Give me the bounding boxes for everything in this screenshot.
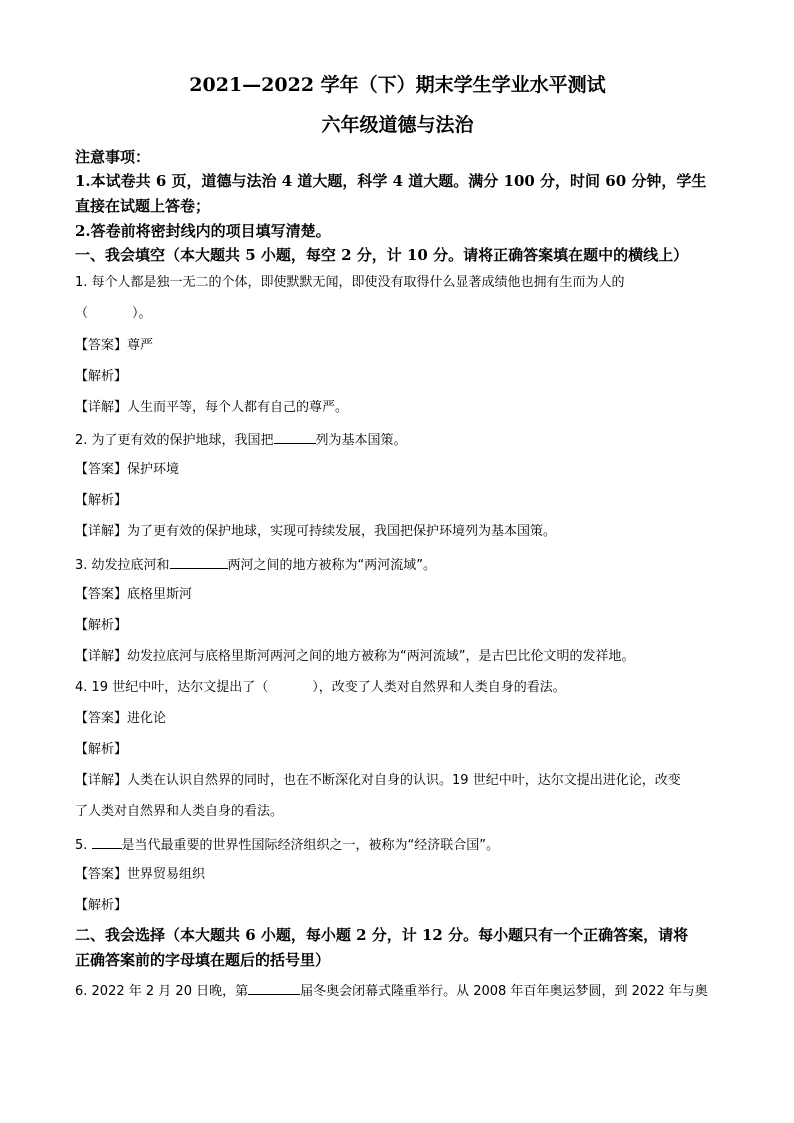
answer-blank[interactable] [92, 834, 122, 849]
question-1-close-paren: ）。 [132, 306, 152, 321]
answer-label: 【答案】 [75, 711, 128, 726]
detail-label: 【详解】 [75, 524, 128, 539]
question-3-analysis: 【解析】 [75, 618, 128, 633]
answer-blank[interactable] [274, 429, 316, 444]
notes-item-1-line-2: 直接在试题上答卷； [75, 197, 211, 215]
question-1-line-1: 1. 每个人都是独一无二的个体，即使默默无闻，即使没有取得什么显著成绩他也拥有生而为人的 [75, 275, 625, 290]
answer-text: 进化论 [127, 711, 167, 726]
answer-label: 【答案】 [75, 587, 128, 602]
question-6 [75, 980, 720, 1002]
question-5 [75, 834, 720, 856]
question-5-answer [75, 865, 720, 885]
detail-text: 人生而平等，每个人都有自己的尊严。 [127, 400, 349, 415]
detail-label: 【详解】 [75, 649, 128, 664]
question-3-detail [75, 647, 720, 667]
question-5-text-after: 是当代最重要的世界性国际经济组织之一，被称为“经济联合国”。 [121, 838, 500, 853]
detail-label: 【详解】 [75, 400, 128, 415]
section-1-heading: 一、我会填空（本大题共 5 小题，每空 2 分，计 10 分。请将正确答案填在题中的横线上） [75, 246, 689, 264]
section-2-heading-line-2: 正确答案前的字母填在题后的括号里） [75, 951, 331, 969]
document-title: 2021—2022 学年（下）期末学生学业水平测试 [189, 74, 606, 96]
detail-text: 人类在认识自然界的同时，也在不断深化对自身的认识。19 世纪中叶，达尔文提出进化论，改变 [127, 773, 681, 788]
question-6-text-before: 6. 2022 年 2 月 20 日晚，第 [75, 984, 249, 999]
question-1-analysis: 【解析】 [75, 369, 128, 384]
notes-item-2: 2.答卷前将密封线内的项目填写清楚。 [75, 222, 331, 240]
notes-item-1-line-1: 1.本试卷共 6 页，道德与法治 4 道大题，科学 4 道大题。满分 100 分，时间 60 分钟，学生 [75, 172, 707, 190]
question-4-detail-line-2: 了人类对自然界和人类自身的看法。 [75, 804, 284, 819]
question-6-text-after: 届冬奥会闭幕式隆重举行。从 2008 年百年奥运梦圆，到 2022 年与奥 [300, 984, 708, 999]
question-2-analysis: 【解析】 [75, 493, 128, 508]
question-4-analysis: 【解析】 [75, 742, 128, 757]
detail-text: 幼发拉底河与底格里斯河两河之间的地方被称为“两河流域”，是古巴比伦文明的发祥地。 [127, 649, 635, 664]
answer-blank[interactable] [248, 980, 300, 995]
question-3-answer [75, 585, 720, 605]
question-1-open-paren: （ [75, 306, 89, 321]
question-2-text-after: 列为基本国策。 [315, 433, 407, 448]
question-2-answer [75, 460, 720, 480]
answer-text: 保护环境 [127, 462, 180, 477]
question-4-text-after: ），改变了人类对自然界和人类自身的看法。 [312, 680, 566, 695]
question-4-text-before: 4. 19 世纪中叶，达尔文提出了（ [75, 680, 269, 695]
question-1-line-2 [75, 304, 720, 324]
question-4-detail-line-1 [75, 771, 720, 791]
question-5-text-before: 5. [75, 838, 92, 853]
section-2-heading-line-1: 二、我会选择（本大题共 6 小题，每小题 2 分，计 12 分。每小题只有一个正确答案，请将 [75, 926, 689, 944]
question-3-text-before: 3. 幼发拉底河和 [75, 558, 170, 573]
question-2-text-before: 2. 为了更有效的保护地球，我国把 [75, 433, 274, 448]
question-5-analysis: 【解析】 [75, 898, 128, 913]
answer-label: 【答案】 [75, 462, 128, 477]
question-4 [75, 678, 720, 698]
detail-label: 【详解】 [75, 773, 128, 788]
question-3 [75, 554, 720, 576]
question-2-detail [75, 522, 720, 542]
question-2 [75, 429, 720, 451]
answer-label: 【答案】 [75, 867, 128, 882]
question-1-answer [75, 336, 720, 356]
question-4-answer [75, 709, 720, 729]
answer-text: 底格里斯河 [127, 587, 193, 602]
notes-heading: 注意事项： [75, 148, 151, 166]
question-1-detail [75, 398, 720, 418]
answer-label: 【答案】 [75, 338, 128, 353]
answer-blank[interactable] [170, 554, 228, 569]
detail-text: 为了更有效的保护地球，实现可持续发展，我国把保护环境列为基本国策。 [127, 524, 557, 539]
question-3-text-after: 两河之间的地方被称为“两河流域”。 [227, 558, 437, 573]
answer-text: 尊严 [127, 338, 154, 353]
answer-text: 世界贸易组织 [127, 867, 206, 882]
document-subtitle: 六年级道德与法治 [321, 114, 474, 136]
